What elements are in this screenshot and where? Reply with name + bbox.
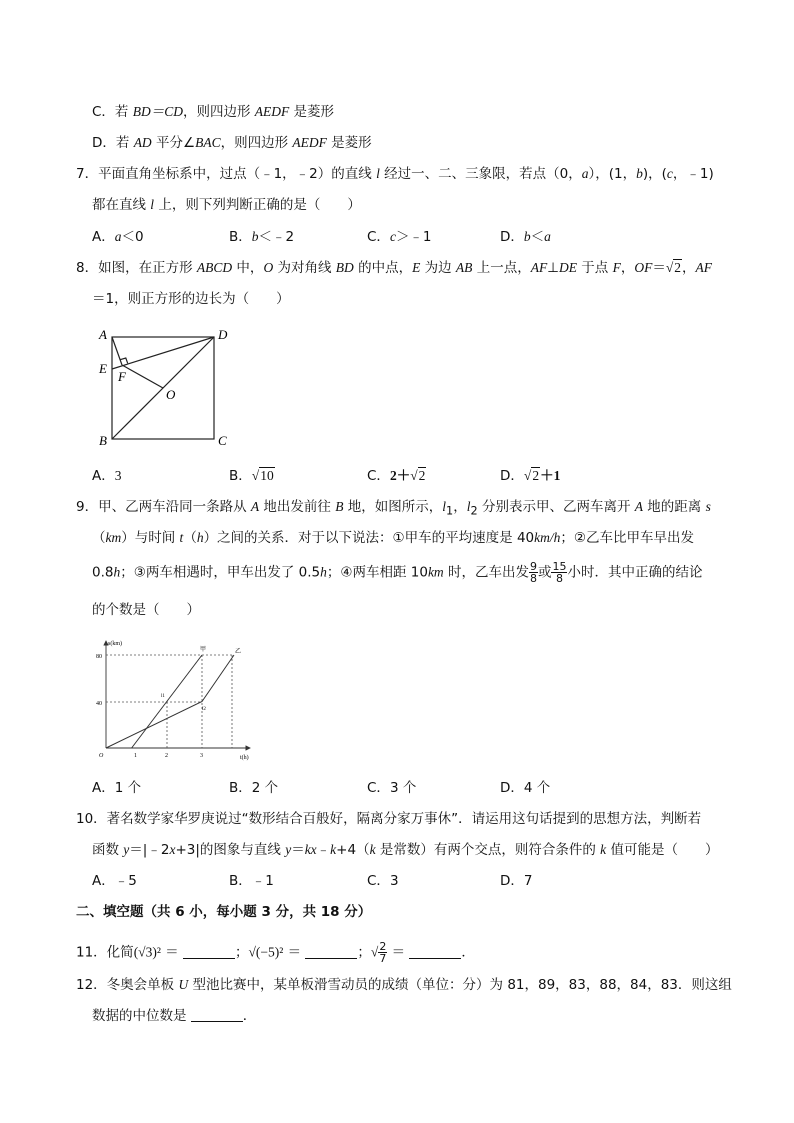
q10-option-a[interactable]: A．﹣5	[92, 873, 137, 889]
q9-stem-line2: （km）与时间 t（h）之间的关系．对于以下说法：①甲车的平均速度是 40km/h；②乙车比甲车早出发	[92, 530, 694, 546]
section-heading-fill-in: 二、填空题（共 6 小，每小题 3 分，共 18 分）	[76, 904, 372, 920]
q7-stem-line2: 都在直线 l 上，则下列判断正确的是（ ）	[92, 197, 361, 213]
fraction-15-8: $\frac{15}{8}$	[552, 560, 567, 585]
point-label-l2: l2	[202, 707, 206, 712]
q9-option-c[interactable]: C．3 个	[367, 780, 417, 796]
q12-stem-line2: 数据的中位数是 ．	[92, 1008, 257, 1024]
q8-option-d[interactable]: D．√2＋1	[500, 468, 561, 484]
series-label-yi: 乙	[235, 649, 242, 655]
q7-option-d[interactable]: D．b＜a	[500, 229, 551, 245]
x-tick-1: 1	[134, 753, 137, 759]
q10-stem-line1: 10．著名数学家华罗庚说过“数形结合百般好，隔离分家万事休”．请运用这句话提到的思想方法，判断若	[76, 811, 702, 827]
q8-option-a[interactable]: A．3	[92, 468, 122, 484]
q8-option-c[interactable]: C．2＋√2	[367, 468, 426, 484]
x-tick-2: 2	[165, 753, 168, 759]
q7-option-c[interactable]: C．c＞﹣1	[367, 229, 432, 245]
q9-stem-line1: 9．甲、乙两车沿同一条路从 A 地出发前往 B 地，如图所示，$l_1$，$l_2$ 分别表示甲、乙两车离开 A 地的距离 s	[76, 499, 711, 518]
series-label-jia: 甲	[200, 647, 207, 653]
label-b: B	[99, 433, 107, 448]
q8-square-figure	[95, 325, 235, 450]
line-l2-yi	[106, 655, 234, 748]
q8-stem-line1: 8．如图，在正方形 ABCD 中，O 为对角线 BD 的中点，E 为边 AB 上一点，AF⊥DE 于点 F，OF＝√2，AF	[76, 260, 712, 276]
y-tick-40: 40	[96, 701, 102, 707]
q11-blank-2[interactable]	[305, 944, 357, 959]
q11-line: 11．化简(√3)² ＝ ；√(−5)² ＝ ；√ $\frac{2}{7}$ ＝ ．	[76, 940, 475, 965]
q8-stem-line2: ＝1，则正方形的边长为（ ）	[92, 291, 290, 307]
label-f: F	[118, 369, 126, 384]
q12-blank[interactable]	[191, 1007, 243, 1022]
segment-af	[112, 337, 122, 365]
q8-option-b[interactable]: B．√10	[229, 468, 274, 484]
q9-stem-line3: 0.8h；③两车相遇时，甲车出发了 0.5h；④两车相距 10km 时，乙车出发 $\frac{9}{8}$ 或 $\frac{15}{8}$ 小时．其中正确的结论	[92, 560, 703, 585]
q7-option-a[interactable]: A．a＜0	[92, 229, 144, 245]
q11-blank-1[interactable]	[183, 944, 235, 959]
segment-fo	[122, 365, 163, 388]
q9-stem-line4: 的个数是（ ）	[92, 602, 200, 618]
q9-distance-time-graph	[90, 635, 260, 765]
q10-stem-line2: 函数 y＝|﹣2x+3|的图象与直线 y＝kx﹣k+4（k 是常数）有两个交点，则符合条件的 k 值可能是（ ）	[92, 842, 719, 858]
q11-blank-3[interactable]	[409, 944, 461, 959]
q7-option-b[interactable]: B．b＜﹣2	[229, 229, 295, 245]
q6-option-c: C．若 BD＝CD，则四边形 AEDF 是菱形	[92, 104, 335, 120]
q6-option-d: D．若 AD 平分∠BAC，则四边形 AEDF 是菱形	[92, 135, 372, 151]
q12-stem-line1: 12．冬奥会单板 U 型池比赛中，某单板滑雪动员的成绩（单位：分）为 81，89，83，88，84，83．则这组	[76, 977, 732, 993]
label-c: C	[218, 433, 227, 448]
q9-option-d[interactable]: D．4 个	[500, 780, 551, 796]
origin-label: O	[99, 753, 104, 759]
q7-stem-line1: 7．平面直角坐标系中，过点（﹣1，﹣2）的直线 l 经过一、二、三象限，若点（0，a），(1，b)，(c，﹣1)	[76, 166, 714, 182]
q9-option-a[interactable]: A．1 个	[92, 780, 142, 796]
x-axis-title: t(h)	[240, 755, 249, 761]
label-a: A	[99, 327, 107, 342]
q10-option-d[interactable]: D．7	[500, 873, 533, 889]
label-e: E	[99, 361, 107, 376]
q10-option-c[interactable]: C．3	[367, 873, 399, 889]
y-axis-title: s(km)	[108, 641, 122, 647]
guide-lines	[106, 655, 232, 748]
label-d: D	[218, 327, 228, 342]
point-label-l1: l1	[161, 694, 165, 699]
label-o: O	[166, 387, 176, 402]
fraction-9-8: $\frac{9}{8}$	[529, 560, 537, 585]
y-tick-80: 80	[96, 654, 102, 660]
x-tick-3: 3	[200, 753, 203, 759]
q10-option-b[interactable]: B．﹣1	[229, 873, 274, 889]
q11-fraction-2-7: $\frac{2}{7}$	[379, 940, 387, 965]
q9-option-b[interactable]: B．2 个	[229, 780, 279, 796]
